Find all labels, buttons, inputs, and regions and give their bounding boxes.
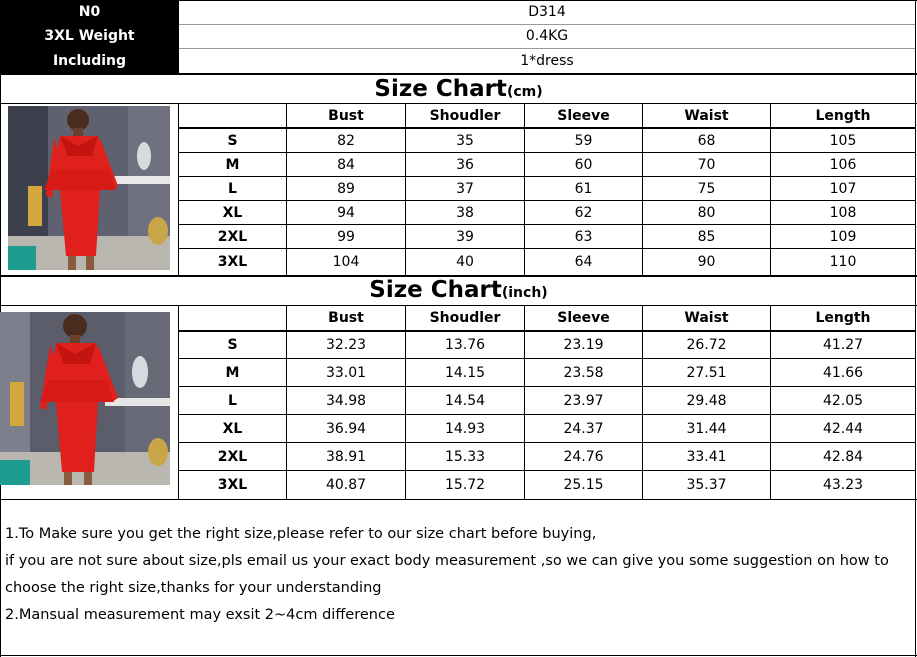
cm-cell: 106 [829, 156, 857, 173]
cm-cell: 35 [456, 132, 474, 149]
inch-size-label: XL [222, 420, 243, 437]
inch-cell: 14.54 [444, 392, 486, 409]
inch-header-bust: Bust [328, 310, 364, 326]
inch-cell: 24.76 [563, 448, 604, 465]
dress-model-illustration [8, 106, 170, 270]
inch-header-sleeve: Sleeve [557, 310, 610, 326]
cm-cell: 68 [697, 132, 716, 149]
cm-cell: 37 [456, 180, 474, 197]
inch-size-label: M [225, 364, 240, 381]
inch-cell: 35.37 [686, 477, 727, 493]
cm-cell: 40 [456, 254, 474, 270]
product-number-value: D314 [528, 4, 566, 20]
inch-cell: 27.51 [686, 364, 727, 381]
inch-header-shoulder: Shoudler [429, 310, 501, 326]
cm-header-shoulder: Shoudler [429, 107, 501, 124]
note-line-1: 1.To Make sure you get the right size,please refer to our size chart before buying, [5, 526, 597, 542]
cm-size-label: XL [222, 204, 243, 221]
note-line-3: choose the right size,thanks for your understanding [5, 580, 382, 596]
inch-size-label: 2XL [217, 448, 248, 465]
dress-model-illustration [0, 312, 170, 485]
including-label: Including [52, 52, 127, 69]
note-line-4: 2.Mansual measurement may exsit 2~4cm difference [5, 607, 395, 623]
cm-cell: 75 [697, 180, 716, 197]
including-value: 1*dress [520, 52, 574, 69]
cm-header-bust: Bust [328, 107, 364, 124]
inch-cell: 36.94 [325, 420, 367, 437]
cm-cell: 59 [574, 132, 593, 149]
weight-label: 3XL Weight [44, 28, 135, 44]
inch-cell: 29.48 [686, 392, 727, 409]
inch-cell: 25.15 [563, 477, 604, 493]
inch-cell: 23.97 [563, 392, 604, 409]
cm-cell: 38 [456, 204, 474, 221]
inch-cell: 24.37 [563, 420, 604, 437]
cm-chart-unit: (cm) [506, 84, 543, 100]
inch-cell: 15.72 [444, 477, 486, 493]
inch-header-waist: Waist [684, 310, 729, 326]
inch-size-label: 3XL [217, 477, 248, 493]
product-photo-cm [8, 106, 170, 270]
cm-chart-title [0, 74, 917, 103]
cm-cell: 82 [337, 132, 355, 149]
inch-cell: 32.23 [325, 337, 367, 353]
cm-cell: 60 [574, 156, 593, 173]
inch-cell: 31.44 [686, 420, 727, 437]
inch-cell: 14.15 [444, 364, 486, 381]
note-line-2: if you are not sure about size,pls email us your exact body measurement ,so we can give you some suggestion on how to [5, 553, 889, 569]
cm-cell: 89 [337, 180, 355, 197]
inch-chart-title-text: Size Chart [369, 277, 502, 303]
cm-cell: 94 [337, 204, 355, 221]
cm-cell: 105 [829, 132, 857, 149]
cm-cell: 63 [574, 228, 593, 245]
inch-chart-unit: (inch) [501, 285, 548, 301]
inch-cell: 26.72 [686, 337, 727, 353]
cm-cell: 99 [337, 228, 355, 245]
inch-cell: 41.66 [822, 364, 864, 381]
cm-cell: 84 [337, 156, 355, 173]
cm-cell: 108 [829, 204, 857, 221]
inch-cell: 42.05 [822, 392, 864, 409]
product-photo-inch [0, 312, 170, 485]
cm-size-label: M [225, 156, 240, 173]
cm-cell: 90 [697, 254, 716, 270]
cm-size-label: L [228, 180, 237, 197]
inch-cell: 15.33 [444, 448, 486, 465]
cm-cell: 107 [829, 180, 857, 197]
inch-size-label: L [228, 392, 237, 409]
cm-cell: 109 [829, 228, 857, 245]
cm-cell: 61 [574, 180, 593, 197]
inch-header-length: Length [815, 310, 871, 326]
cm-cell: 39 [456, 228, 474, 245]
cm-header-sleeve: Sleeve [557, 107, 610, 124]
inch-size-label: S [227, 337, 238, 353]
cm-size-label: 3XL [217, 254, 248, 270]
cm-cell: 36 [456, 156, 474, 173]
inch-cell: 13.76 [444, 337, 486, 353]
inch-cell: 42.84 [822, 448, 864, 465]
cm-chart-title-text: Size Chart [374, 76, 507, 102]
inch-cell: 33.41 [686, 448, 727, 465]
cm-size-label: S [227, 132, 238, 149]
cm-header-waist: Waist [684, 107, 729, 124]
cm-cell: 80 [697, 204, 716, 221]
product-number-label: N0 [78, 4, 101, 20]
cm-cell: 85 [697, 228, 716, 245]
inch-cell: 43.23 [822, 477, 864, 493]
product-info-label-block [0, 0, 179, 73]
inch-cell: 14.93 [444, 420, 486, 437]
inch-cell: 41.27 [822, 337, 864, 353]
inch-chart-title [0, 277, 917, 305]
inch-cell: 40.87 [325, 477, 367, 493]
cm-size-label: 2XL [217, 228, 248, 245]
cm-cell: 104 [332, 254, 360, 270]
inch-cell: 34.98 [325, 392, 367, 409]
cm-cell: 64 [574, 254, 593, 270]
cm-cell: 110 [829, 254, 857, 270]
inch-cell: 42.44 [822, 420, 864, 437]
inch-cell: 23.19 [563, 337, 604, 353]
inch-cell: 33.01 [325, 364, 367, 381]
cm-cell: 70 [697, 156, 716, 173]
inch-cell: 23.58 [563, 364, 604, 381]
cm-cell: 62 [574, 204, 593, 221]
inch-cell: 38.91 [325, 448, 367, 465]
weight-value: 0.4KG [525, 28, 569, 44]
cm-header-length: Length [815, 107, 871, 124]
